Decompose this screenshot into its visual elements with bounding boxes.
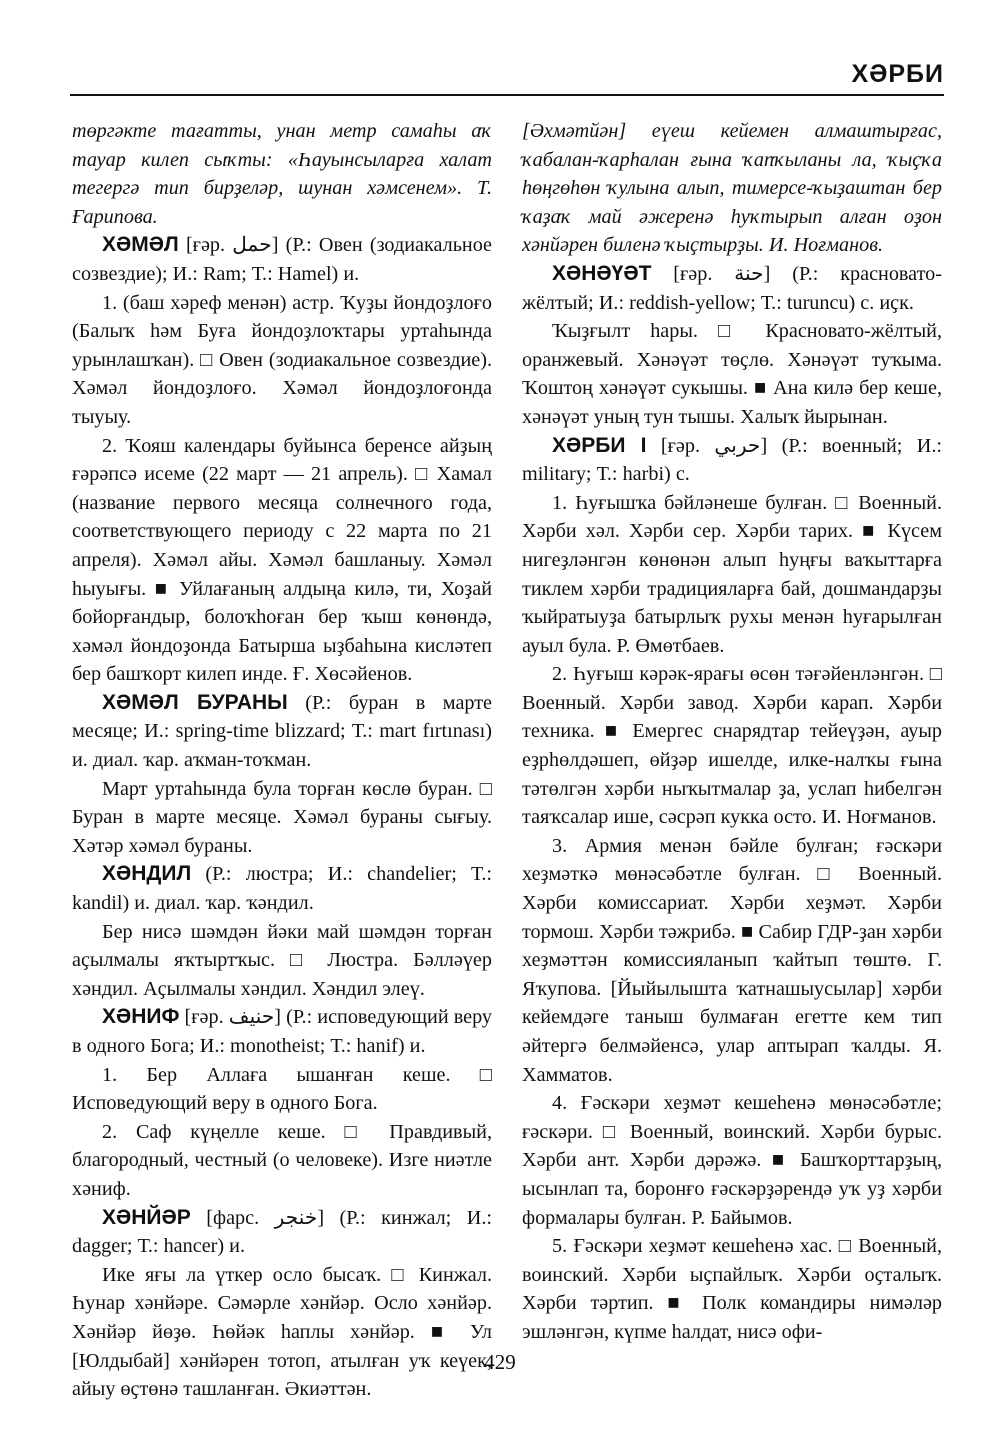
headword: ХӘНӘҮӘТ xyxy=(552,261,652,285)
dictionary-entry xyxy=(72,231,492,288)
headword: ХӘНДИЛ xyxy=(102,862,192,886)
dictionary-entry xyxy=(72,1003,492,1060)
dictionary-entry xyxy=(522,260,942,317)
entry-info: [фарс. خنجر] (Р.: кинжал; И.: dagger; Т.: hancer) и. xyxy=(72,1206,492,1258)
sense: 4. Ғәскәри хеҙмәт кешеһенә мөнәсәбәтле; ғәскәри. □ Военный, воинский. Хәрби бурыс. Хәрби ант. Хәрби дәрәжә. ■ Башҡорттарҙың, ысынлап та, боронғо ғәскәрҙәрендә уҡ уҙ хәрби формалары булған. Р. Байымов. xyxy=(522,1092,942,1229)
sense: 5. Ғәскәри хеҙмәт кешеһенә хас. □ Военный, воинский. Хәрби ыҫпайлыҡ. Хәрби оҫталыҡ. Хәрби тәртип. ■ Полк командиры нимәләр эшләнгән, күпме һалдат, нисә офи- xyxy=(522,1235,942,1343)
continued-paragraph: [Әхмәтйән] еүеш кейемен алмаштырғас, ҡабалан-ҡарһалан ғына ҡапҡыланы ла, ҡыҫҡа һөңгөһөн ҡулына алып, тимерсе-ҡыҙаштан бер ҡаҙаҡ май әжеренә һуҡтырып алған оҙон хәнйәрен биленә ҡыҫтырҙы. И. Ноғманов. xyxy=(522,120,942,257)
page-header xyxy=(70,48,944,96)
page-number: 429 xyxy=(484,1350,516,1374)
headword: ХӘМӘЛ БУРАНЫ xyxy=(102,690,288,714)
sense: 1. (баш хәреф менән) астр. Ҡуҙы йондоҙлоғо (Балыҡ һәм Буға йондоҙлоҡтары уртаһында урынлашҡан). □ Овен (зодиакальное созвездие). Хәмәл йондоҙлоғо. Хәмәл йондоҙлоғонда тыуыу. xyxy=(72,291,492,428)
running-head: ХӘРБИ xyxy=(851,60,944,88)
continued-paragraph: төргәкте тағатты, унан метр самаһы аҡ тауар килеп сыҡты: «Һауынсыларға халат тегергә тип бирҙеләр, шунан хәмсенем». Т. Ғарипова. xyxy=(72,120,492,228)
headword: ХӘМӘЛ xyxy=(102,233,179,257)
sense: Ҡыҙғылт һары. □ Красновато-жёлтый, оранжевый. Хәнәүәт төҫлө. Хәнәүәт туҡыма. Ҡоштоң хәнәүәт сукышы. ■ Ана килә бер кеше, хәнәүәт уның тун тышы. Халыҡ йырынан. xyxy=(522,320,942,428)
entry-info: [ғәр. حنة] (Р.: красновато-жёлтый; И.: reddish-yellow; Т.: turuncu) с. иҫк. xyxy=(522,262,942,314)
entry-info: [ғәр. حنيف] (Р.: исповедующий веру в одного Бога; И.: monotheist; Т.: hanif) и. xyxy=(72,1006,493,1057)
headword: ХӘРБИ I xyxy=(552,433,647,457)
dictionary-entry xyxy=(72,1204,492,1261)
sense: 2. Саф күңелле кеше. □ Правдивый, благородный, честный (о человеке). Изге ниәтле хәниф. xyxy=(72,1120,492,1200)
sense: 1. Һуғышҡа бәйләнеше булған. □ Военный. Хәрби хәл. Хәрби сер. Хәрби тарих. ■ Күсем нигеҙләнгән көнөнән алып һуңғы ваҡыттарға тиклем хәрби традицияларға бай, дошмандарҙы ҡыйратыуҙа батырлыҡ рухы менән һуғарылған ауыл була. Р. Өмөтбаев. xyxy=(522,491,942,657)
right-column xyxy=(522,117,942,1347)
dictionary-entry xyxy=(72,689,492,775)
dictionary-entry xyxy=(72,860,492,917)
entry-info: (Р.: люстра; И.: chandelier; Т.: kandil) и. диал. ҡар. ҡәндил. xyxy=(72,863,492,915)
sense: 1. Бер Аллаға ышанған кеше. □ Исповедующий веру в одного Бога. xyxy=(72,1063,492,1115)
sense: Бер нисә шәмдән йәки май шәмдән торған аҫылмалы яҡтыртҡыс. □ Люстра. Бәлләүер хәндил. Аҫылмалы хәндил. Хәндил элеү. xyxy=(72,920,492,1000)
dictionary-entry xyxy=(522,432,942,489)
sense: Март уртаһында була торған көслө буран. □ Буран в марте месяце. Хәмәл бураны сығыу. Хәтәр хәмәл бураны. xyxy=(72,777,492,857)
sense: 3. Армия менән бәйле булған; ғәскәри хеҙмәткә мөнәсәбәтле булған. □ Военный. Хәрби комиссариат. Хәрби хеҙмәт. Хәрби тормош. Хәрби тәжрибә. ■ Сабир ГДР-ҙан хәрби хеҙмәттән комиссияланып ҡайтып төштө. Г. Яҡупова. [Йыйылышта ҡатнашыусылар] хәрби кейемдәге таныш булмаған егетте кем тип әйтергә белмәйенсә, улар аптырап ҡалды. Я. Хамматов. xyxy=(522,834,942,1086)
headword: ХӘНЙӘР xyxy=(102,1205,191,1229)
sense: Ике яғы ла үткер осло бысаҡ. □ Кинжал. Һунар хәнйәре. Сәмәрле хәнйәр. Осло хәнйәр. Хәнйәр йөҙө. Һөйәк һаплы хәнйәр. ■ Ул [Юлдыбай] хәнйәрен тотоп, атылған уҡ кеүек, айыу өҫтөнә ташланған. Әкиәттән. xyxy=(72,1263,492,1401)
left-column xyxy=(72,117,492,1404)
sense: 2. Ҡояш календары буйынса беренсе айҙың ғәрәпсә исеме (22 март — 21 апрель). □ Хамал (название первого месяца солнечного года, соответствующего периоду с 22 марта по 21 апреля). Хәмәл айы. Хәмәл башланыу. Хәмәл һыуығы. ■ Уйлағаның алдыңа килә, ти, Хоҙай бойорғандыр, болоҡһоған бер ҡыш көнөндә, хәмәл йондоҙонда Батырша ыҙбаһына кисләтеп бер башҡорт килеп инде. Ғ. Хөсәйенов. xyxy=(72,434,492,686)
headword: ХӘНИФ xyxy=(102,1005,180,1029)
sense: 2. Һуғыш кәрәк-ярағы өсөн тәғәйенләнгән. □ Военный. Хәрби завод. Хәрби карап. Хәрби техника. ■ Емергес снарядтар тейеүҙән, ауыр еҙрһөлдәшеп, өйҙәр ишелде, илке-налҡы ғына тәтөлгән хәрби ныҡытмалар ҙа, услап һибелгән таяҡсалар ише, сәсрәп кукка осто. И. Ноғманов. xyxy=(522,663,942,829)
entry-info: (Р.: буран в марте месяце; И.: spring-time blizzard; Т.: mart fırtınası) и. диал. ҡар. аҡман-тоҡман. xyxy=(72,691,493,772)
entry-info: [ғәр. حربي] (Р.: военный; И.: military; Т.: harbi) с. xyxy=(522,434,943,486)
entry-info: [ғәр. حمل] (Р.: Овен (зодиакальное созвездие); И.: Ram; Т.: Hamel) и. xyxy=(72,234,493,285)
